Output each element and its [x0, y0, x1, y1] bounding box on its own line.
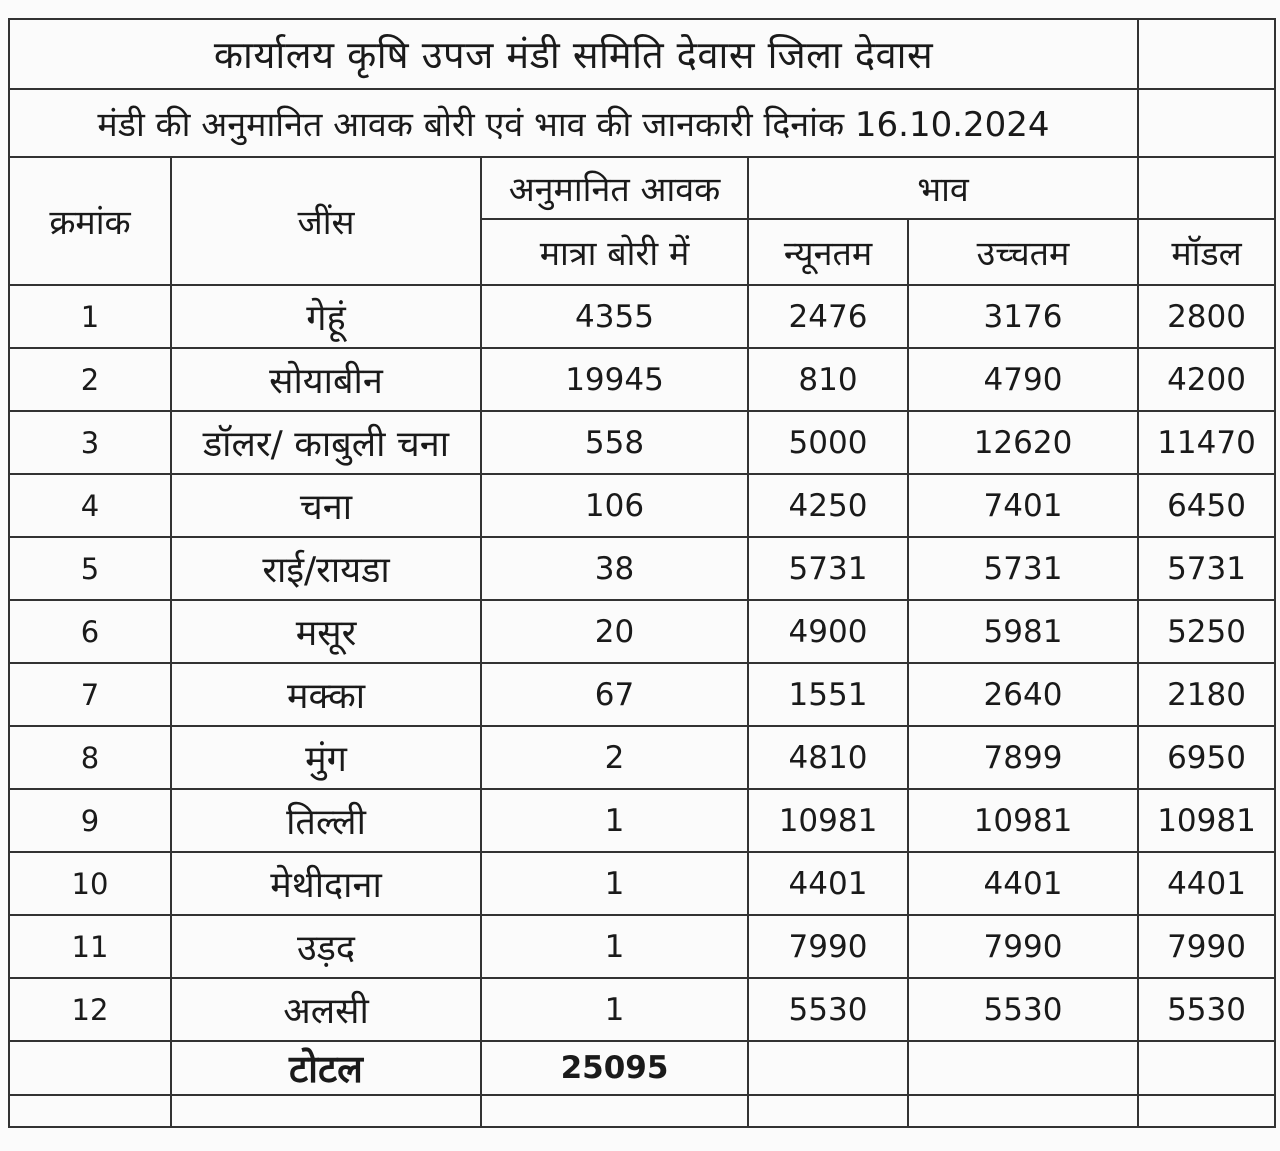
serial-cell: 4: [9, 474, 171, 537]
max-price-cell: 7899: [908, 726, 1138, 789]
max-price-cell: 5530: [908, 978, 1138, 1041]
arrival-qty-cell: 67: [481, 663, 748, 726]
empty-cell: [908, 1041, 1138, 1095]
modal-price-cell: 6950: [1138, 726, 1275, 789]
arrival-qty-cell: 19945: [481, 348, 748, 411]
commodity-cell: राई/रायडा: [171, 537, 481, 600]
commodity-cell: तिल्ली: [171, 789, 481, 852]
serial-cell: 5: [9, 537, 171, 600]
modal-price-cell: 6450: [1138, 474, 1275, 537]
commodity-cell: डॉलर/ काबुली चना: [171, 411, 481, 474]
min-price-cell: 7990: [748, 915, 908, 978]
col-header-serial: क्रमांक: [9, 157, 171, 285]
empty-cell: [1138, 1041, 1275, 1095]
max-price-cell: 3176: [908, 285, 1138, 348]
office-title: कार्यालय कृषि उपज मंडी समिति देवास जिला देवास: [9, 19, 1138, 89]
header-row-1: [9, 157, 1275, 219]
arrival-qty-cell: 4355: [481, 285, 748, 348]
min-price-cell: 10981: [748, 789, 908, 852]
arrival-qty-cell: 1: [481, 915, 748, 978]
modal-price-cell: 5250: [1138, 600, 1275, 663]
min-price-cell: 4250: [748, 474, 908, 537]
total-row: [9, 1041, 1275, 1095]
serial-cell: 12: [9, 978, 171, 1041]
commodity-cell: मसूर: [171, 600, 481, 663]
modal-price-cell: 5731: [1138, 537, 1275, 600]
empty-cell: [748, 1041, 908, 1095]
min-price-cell: 5731: [748, 537, 908, 600]
col-header-min: न्यूनतम: [748, 219, 908, 285]
col-header-arrival-qty: मात्रा बोरी में: [481, 219, 748, 285]
commodity-cell: सोयाबीन: [171, 348, 481, 411]
serial-cell: 8: [9, 726, 171, 789]
table-row: [9, 978, 1275, 1041]
table-row: [9, 852, 1275, 915]
modal-price-cell: 5530: [1138, 978, 1275, 1041]
col-header-max: उच्चतम: [908, 219, 1138, 285]
office-title-row: [9, 19, 1275, 89]
modal-price-cell: 11470: [1138, 411, 1275, 474]
max-price-cell: 4790: [908, 348, 1138, 411]
empty-cell: [1138, 1095, 1275, 1127]
min-price-cell: 1551: [748, 663, 908, 726]
col-header-arrival-group: अनुमानित आवक: [481, 157, 748, 219]
arrival-qty-cell: 38: [481, 537, 748, 600]
max-price-cell: 10981: [908, 789, 1138, 852]
min-price-cell: 4401: [748, 852, 908, 915]
table-row: [9, 537, 1275, 600]
empty-cell: [171, 1095, 481, 1127]
empty-cell: [9, 1095, 171, 1127]
blank-row: [9, 1095, 1275, 1127]
max-price-cell: 4401: [908, 852, 1138, 915]
report-title-row: [9, 89, 1275, 157]
serial-cell: 10: [9, 852, 171, 915]
total-qty: 25095: [481, 1041, 748, 1095]
arrival-qty-cell: 1: [481, 978, 748, 1041]
mandi-rate-table: [8, 18, 1276, 1128]
serial-cell: 2: [9, 348, 171, 411]
empty-cell: [9, 1041, 171, 1095]
commodity-cell: अलसी: [171, 978, 481, 1041]
serial-cell: 1: [9, 285, 171, 348]
commodity-cell: मक्का: [171, 663, 481, 726]
commodity-cell: मेथीदाना: [171, 852, 481, 915]
modal-price-cell: 10981: [1138, 789, 1275, 852]
empty-cell: [481, 1095, 748, 1127]
max-price-cell: 2640: [908, 663, 1138, 726]
arrival-qty-cell: 2: [481, 726, 748, 789]
modal-price-cell: 2180: [1138, 663, 1275, 726]
empty-cell: [1138, 89, 1275, 157]
arrival-qty-cell: 558: [481, 411, 748, 474]
max-price-cell: 5981: [908, 600, 1138, 663]
table-row: [9, 663, 1275, 726]
commodity-cell: गेहूं: [171, 285, 481, 348]
arrival-qty-cell: 1: [481, 852, 748, 915]
empty-cell: [1138, 19, 1275, 89]
modal-price-cell: 7990: [1138, 915, 1275, 978]
commodity-cell: उड़द: [171, 915, 481, 978]
max-price-cell: 5731: [908, 537, 1138, 600]
serial-cell: 6: [9, 600, 171, 663]
empty-cell: [908, 1095, 1138, 1127]
serial-cell: 11: [9, 915, 171, 978]
serial-cell: 9: [9, 789, 171, 852]
empty-cell: [1138, 157, 1275, 219]
table-row: [9, 915, 1275, 978]
min-price-cell: 5530: [748, 978, 908, 1041]
table-row: [9, 411, 1275, 474]
table-row: [9, 600, 1275, 663]
report-title: मंडी की अनुमानित आवक बोरी एवं भाव की जानकारी दिनांक 16.10.2024: [9, 89, 1138, 157]
table-row: [9, 789, 1275, 852]
commodity-cell: चना: [171, 474, 481, 537]
max-price-cell: 7990: [908, 915, 1138, 978]
min-price-cell: 2476: [748, 285, 908, 348]
table-row: [9, 474, 1275, 537]
table-row: [9, 726, 1275, 789]
col-header-modal: मॉडल: [1138, 219, 1275, 285]
min-price-cell: 5000: [748, 411, 908, 474]
modal-price-cell: 4200: [1138, 348, 1275, 411]
max-price-cell: 7401: [908, 474, 1138, 537]
table-row: [9, 348, 1275, 411]
arrival-qty-cell: 1: [481, 789, 748, 852]
arrival-qty-cell: 20: [481, 600, 748, 663]
commodity-cell: मुंग: [171, 726, 481, 789]
modal-price-cell: 4401: [1138, 852, 1275, 915]
max-price-cell: 12620: [908, 411, 1138, 474]
arrival-qty-cell: 106: [481, 474, 748, 537]
serial-cell: 7: [9, 663, 171, 726]
total-label: टोटल: [171, 1041, 481, 1095]
col-header-commodity: जींस: [171, 157, 481, 285]
min-price-cell: 4900: [748, 600, 908, 663]
col-header-price-group: भाव: [748, 157, 1138, 219]
min-price-cell: 810: [748, 348, 908, 411]
empty-cell: [748, 1095, 908, 1127]
table-row: [9, 285, 1275, 348]
min-price-cell: 4810: [748, 726, 908, 789]
serial-cell: 3: [9, 411, 171, 474]
modal-price-cell: 2800: [1138, 285, 1275, 348]
